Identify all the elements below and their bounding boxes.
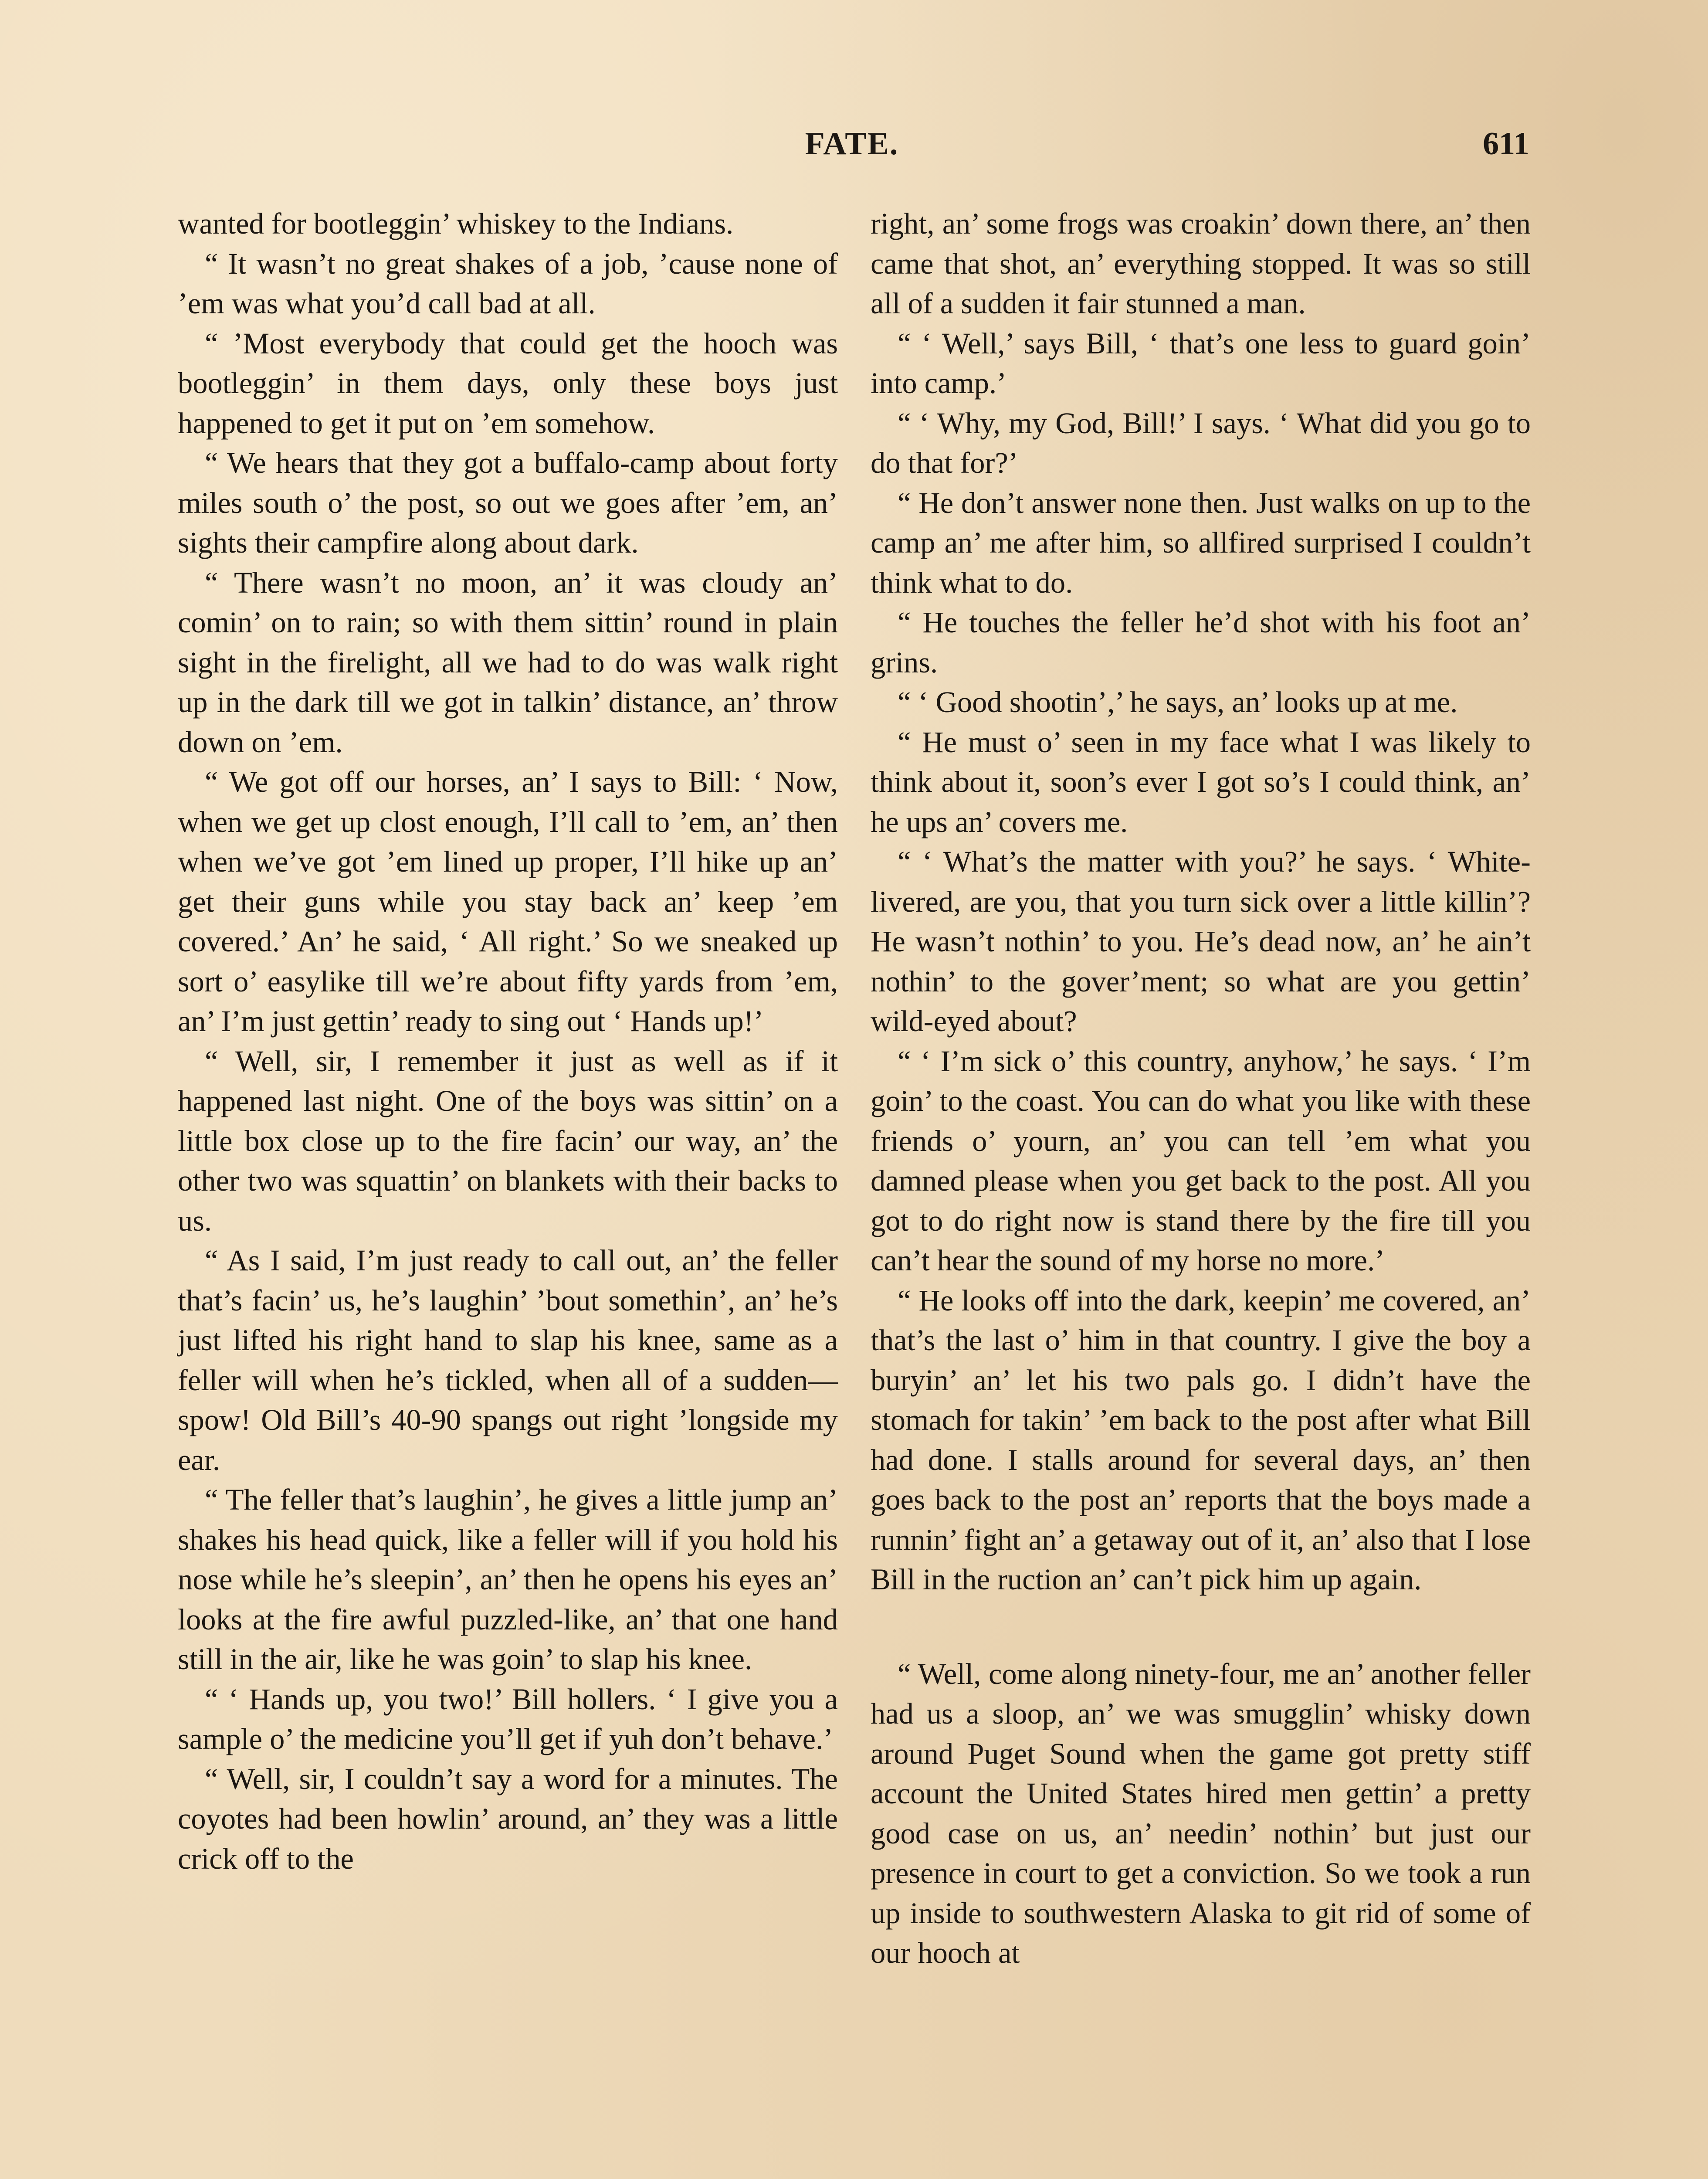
page-header	[174, 126, 1529, 173]
paragraph: “ Well, come along ninety-four, me an’ another feller had us a sloop, an’ we was smugglin’ whisky down around Puget Sound when the game got pretty stiff account the United States hired men gettin’ a pretty good case on us, an’ needin’ nothin’ but just our presence in court to get a conviction. So we took a run up inside to southwestern Alaska to git rid of some of our hooch at	[871, 1657, 1531, 1969]
paragraph: “ ‘ Well,’ says Bill, ‘ that’s one less to guard goin’ into camp.’	[871, 326, 1531, 400]
paragraph: “ He looks off into the dark, keepin’ me covered, an’ that’s the last o’ him in that country. I give the boy a buryin’ an’ let his two pals go. I didn’t have the stomach for takin’ ’em back to the post after what Bill had done. I stalls around for several days, an’ then goes back to the post an’ reports that the boys made a runnin’ fight an’ a getaway out of it, an’ also that I lose Bill in the ruction an’ can’t pick him up again.	[871, 1283, 1531, 1596]
paragraph: “ ‘ What’s the matter with you?’ he says. ‘ White-livered, are you, that you turn sick over a little killin’? He wasn’t nothin’ to you. He’s dead now, an’ he ain’t nothin’ to the gover’ment; so what are you gettin’ wild-eyed about?	[871, 845, 1531, 1038]
paragraph: “ He must o’ seen in my face what I was likely to think about it, soon’s ever I got so’s I could think, an’ he ups an’ covers me.	[871, 725, 1531, 838]
paragraph: right, an’ some frogs was croakin’ down there, an’ then came that shot, an’ everything stopped. It was so still all of a sudden it fair stunned a man.	[871, 207, 1531, 320]
right-text-column	[871, 204, 1531, 1973]
paragraph: “ He don’t answer none then. Just walks on up to the camp an’ me after him, so allfired surprised I couldn’t think what to do.	[871, 486, 1531, 599]
paragraph: “ ‘ Why, my God, Bill!’ I says. ‘ What did you go to do that for?’	[871, 406, 1531, 479]
section-break	[871, 1600, 1531, 1654]
left-text-column	[178, 204, 838, 1879]
paragraph: “ Well, sir, I couldn’t say a word for a minutes. The coyotes had been howlin’ around, an’ they was a little crick off to the	[178, 1762, 838, 1875]
running-title: FATE.	[805, 126, 899, 162]
paragraph: wanted for bootleggin’ whiskey to the Indians.	[178, 207, 734, 240]
paragraph: “ ’Most everybody that could get the hooch was bootleggin’ in them days, only these boys just happened to get it put on ’em somehow.	[178, 326, 838, 440]
page-number: 611	[1483, 126, 1529, 162]
paragraph: “ ‘ Hands up, you two!’ Bill hollers. ‘ I give you a sample o’ the medicine you’ll get if yuh don’t behave.’	[178, 1682, 838, 1755]
paragraph: “ Well, sir, I remember it just as well as if it happened last night. One of the boys was sittin’ on a little box close up to the fire facin’ our way, an’ the other two was squattin’ on blankets with their backs to us.	[178, 1044, 838, 1237]
paragraph: “ He touches the feller he’d shot with his foot an’ grins.	[871, 606, 1531, 679]
paragraph: “ ‘ I’m sick o’ this country, anyhow,’ he says. ‘ I’m goin’ to the coast. You can do what you like with these friends o’ yourn, an’ you can tell ’em what you damned please when you get back to the post. All you got to do right now is stand there by the fire till you can’t hear the sound of my horse no more.’	[871, 1044, 1531, 1277]
paragraph: “ We got off our horses, an’ I says to Bill: ‘ Now, when we get up clost enough, I’ll call to ’em, an’ then when we’ve got ’em lined up proper, I’ll hike up an’ get their guns while you stay back an’ keep ’em covered.’ An’ he said, ‘ All right.’ So we sneaked up sort o’ easylike till we’re about fifty yards from ’em, an’ I’m just gettin’ ready to sing out ‘ Hands up!’	[178, 765, 838, 1038]
paragraph: “ There wasn’t no moon, an’ it was cloudy an’ comin’ on to rain; so with them sittin’ round in plain sight in the firelight, all we had to do was walk right up in the dark till we got in talkin’ distance, an’ throw down on ’em.	[178, 566, 838, 759]
paragraph: “ ‘ Good shootin’,’ he says, an’ looks up at me.	[898, 686, 1458, 719]
paragraph: “ It wasn’t no great shakes of a job, ’cause none of ’em was what you’d call bad at all.	[178, 247, 838, 320]
paragraph: “ We hears that they got a buffalo-camp about forty miles south o’ the post, so out we goes after ’em, an’ sights their campfire along about dark.	[178, 446, 838, 559]
paragraph: “ As I said, I’m just ready to call out, an’ the feller that’s facin’ us, he’s laughin’ ’bout somethin’, an’ he’s just lifted his right hand to slap his knee, same as a feller will when he’s tickled, when all of a sudden— spow! Old Bill’s 40-90 spangs out right ’longside my ear.	[178, 1244, 838, 1476]
paragraph: “ The feller that’s laughin’, he gives a little jump an’ shakes his head quick, like a feller will if you hold his nose while he’s sleepin’, an’ then he opens his eyes an’ looks at the fire awful puzzled-like, an’ that one hand still in the air, like he was goin’ to slap his knee.	[178, 1483, 838, 1676]
